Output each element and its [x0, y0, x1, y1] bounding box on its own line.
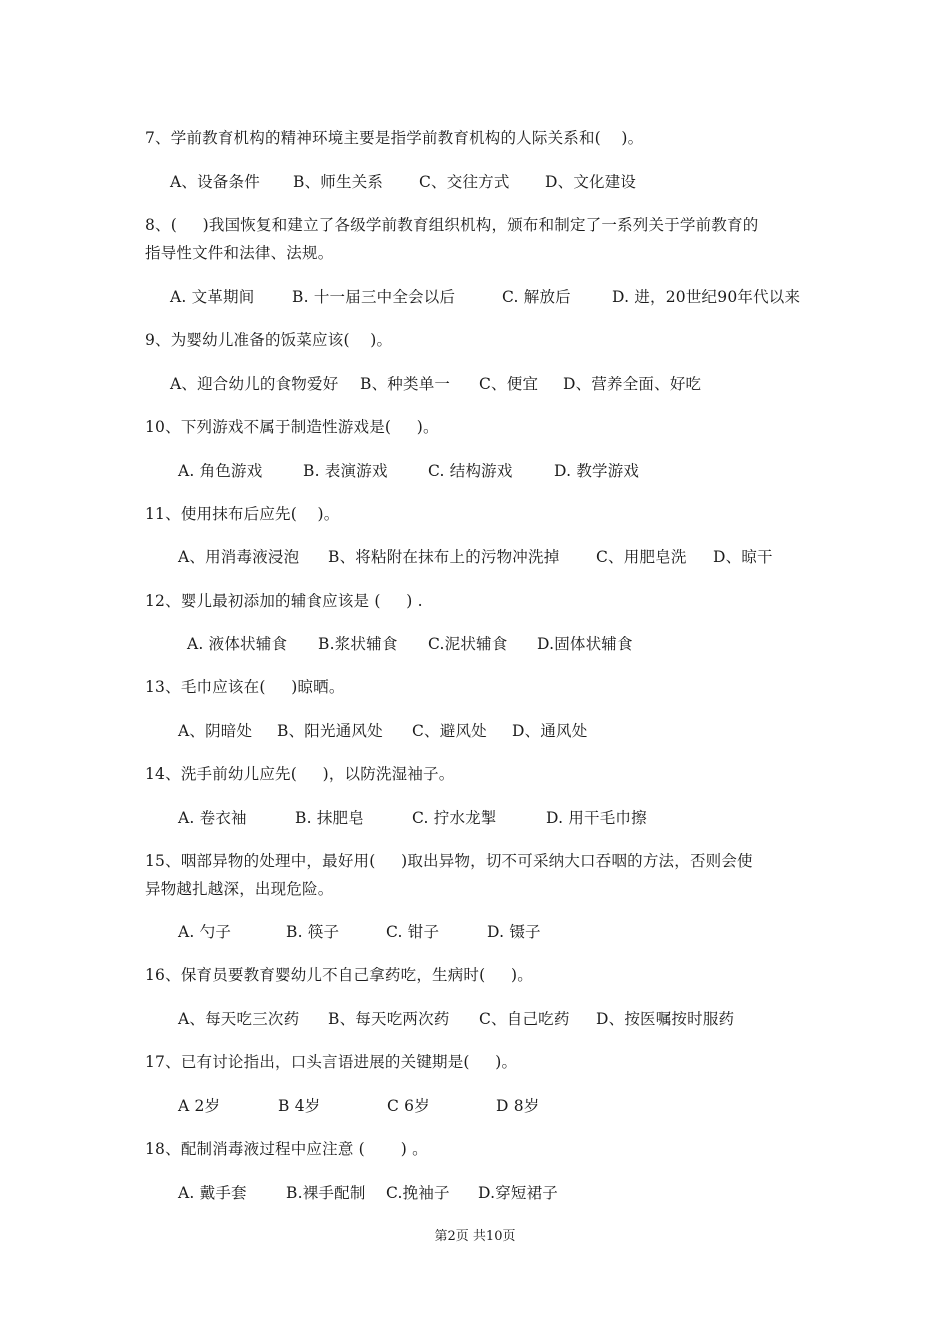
- question-16-option-d: D、按医嘱按时服药: [596, 1010, 735, 1028]
- question-10-option-d: D. 教学游戏: [554, 462, 640, 480]
- question-13-option-d: D、通风处: [512, 722, 588, 740]
- question-15-option-a: A. 勺子: [178, 923, 232, 941]
- question-14-option-a: A. 卷衣袖: [178, 809, 247, 827]
- question-8-stem-line-1: 8、( )我国恢复和建立了各级学前教育组织机构，颁布和制定了一系列关于学前教育的: [145, 216, 759, 234]
- question-11-option-b: B、将粘附在抹布上的污物冲洗掉: [328, 548, 560, 566]
- question-15-option-d: D. 镊子: [487, 923, 541, 941]
- question-9-option-d: D、营养全面、好吃: [563, 375, 702, 393]
- question-17-option-b: B 4岁: [278, 1097, 321, 1115]
- question-13-option-b: B、阳光通风处: [277, 722, 383, 740]
- question-11-option-d: D、晾干: [713, 548, 773, 566]
- question-18-option-a: A. 戴手套: [178, 1184, 247, 1202]
- question-13-stem: 13、毛巾应该在( )晾晒。: [145, 678, 345, 696]
- question-14-option-c: C. 拧水龙掣: [412, 809, 497, 827]
- question-18-stem: 18、配制消毒液过程中应注意 ( ) 。: [145, 1140, 428, 1158]
- question-8-option-b: B. 十一届三中全会以后: [292, 288, 456, 306]
- question-12-option-d: D.固体状辅食: [537, 635, 633, 653]
- page-number-footer: 第2页 共10页: [434, 1229, 516, 1244]
- question-7-option-d: D、文化建设: [545, 173, 637, 191]
- question-17-option-c: C 6岁: [387, 1097, 430, 1115]
- question-11-option-c: C、用肥皂洗: [596, 548, 687, 566]
- question-10-stem: 10、下列游戏不属于制造性游戏是( )。: [145, 418, 439, 436]
- question-10-option-c: C. 结构游戏: [428, 462, 513, 480]
- question-16-option-c: C、自己吃药: [479, 1010, 570, 1028]
- question-16-stem: 16、保育员要教育婴幼儿不自己拿药吃，生病时( )。: [145, 966, 533, 984]
- question-18-option-d: D.穿短裙子: [478, 1184, 559, 1202]
- question-14-stem: 14、洗手前幼儿应先( )，以防洗湿袖子。: [145, 765, 455, 783]
- question-13-option-c: C、避风处: [412, 722, 487, 740]
- question-15-stem-line-1: 15、咽部异物的处理中，最好用( )取出异物，切不可采纳大口吞咽的方法，否则会使: [145, 852, 753, 870]
- question-18-option-c: C.挽袖子: [386, 1184, 450, 1202]
- question-9-option-c: C、便宜: [479, 375, 539, 393]
- question-11-option-a: A、用消毒液浸泡: [178, 548, 300, 566]
- question-18-option-b: B.裸手配制: [286, 1184, 366, 1202]
- question-16-option-a: A、每天吃三次药: [178, 1010, 300, 1028]
- question-8-option-a: A. 文革期间: [170, 288, 255, 306]
- question-17-stem: 17、已有讨论指出，口头言语进展的关键期是( )。: [145, 1053, 518, 1071]
- question-15-option-b: B. 筷子: [286, 923, 340, 941]
- question-9-stem: 9、为婴幼儿准备的饭菜应该( )。: [145, 331, 393, 349]
- question-10-option-b: B. 表演游戏: [303, 462, 388, 480]
- question-7-option-a: A、设备条件: [170, 173, 260, 191]
- question-15-stem-line-2: 异物越扎越深，出现危险。: [145, 880, 334, 898]
- question-9-option-a: A、迎合幼儿的食物爱好: [170, 375, 339, 393]
- question-8-option-c: C. 解放后: [502, 288, 571, 306]
- question-7-option-c: C、交往方式: [419, 173, 510, 191]
- question-13-option-a: A、阴暗处: [178, 722, 253, 740]
- question-7-stem: 7、学前教育机构的精神环境主要是指学前教育机构的人际关系和( )。: [145, 129, 644, 147]
- question-9-option-b: B、种类单一: [360, 375, 451, 393]
- question-12-option-b: B.浆状辅食: [318, 635, 398, 653]
- question-11-stem: 11、使用抹布后应先( )。: [145, 505, 340, 523]
- question-12-stem: 12、婴儿最初添加的辅食应该是 ( ) .: [145, 592, 423, 610]
- question-12-option-c: C.泥状辅食: [428, 635, 508, 653]
- question-15-option-c: C. 钳子: [386, 923, 440, 941]
- question-10-option-a: A. 角色游戏: [178, 462, 263, 480]
- question-12-option-a: A. 液体状辅食: [187, 635, 288, 653]
- question-7-option-b: B、师生关系: [293, 173, 384, 191]
- question-8-option-d: D. 进，20世纪90年代以来: [612, 288, 801, 306]
- question-14-option-d: D. 用干毛巾擦: [546, 809, 647, 827]
- question-14-option-b: B. 抹肥皂: [295, 809, 364, 827]
- question-16-option-b: B、每天吃两次药: [328, 1010, 450, 1028]
- question-17-option-d: D 8岁: [496, 1097, 540, 1115]
- question-17-option-a: A 2岁: [178, 1097, 221, 1115]
- question-8-stem-line-2: 指导性文件和法律、法规。: [145, 244, 334, 262]
